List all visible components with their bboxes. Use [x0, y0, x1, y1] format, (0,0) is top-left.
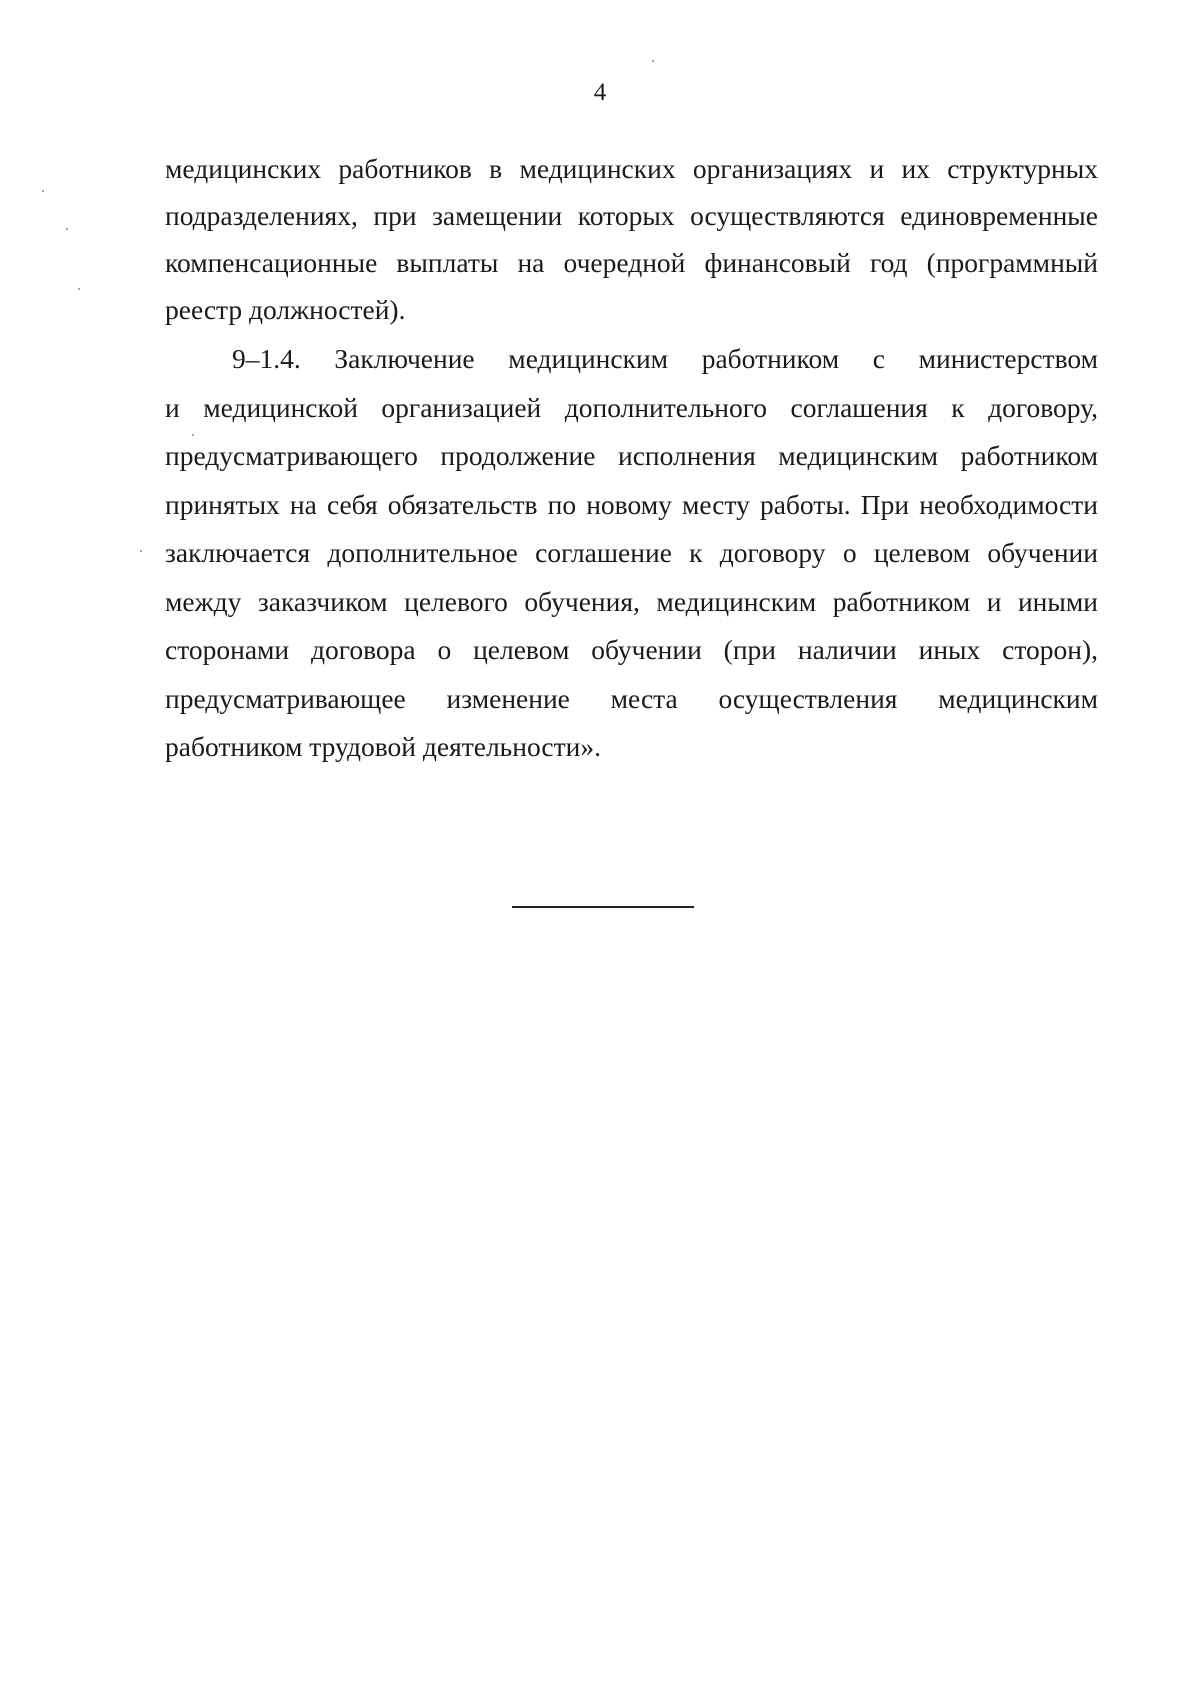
scan-speck [140, 550, 142, 552]
scan-speck [42, 190, 44, 192]
text-line: 9–1.4. Заключение медицинским работником с министерством [232, 343, 1098, 374]
text-line: подразделениях, при замещении которых осуществляются единовременные [165, 200, 1098, 231]
text-line: медицинских работников в медицинских организациях и их структурных [165, 153, 1098, 184]
text-line: сторонами договора о целевом обучении (при наличии иных сторон), [165, 634, 1098, 665]
text-line: между заказчиком целевого обучения, медицинским работником и иными [165, 586, 1098, 617]
text-line: предусматривающее изменение места осуществления медицинским [165, 683, 1098, 714]
text-line: реестр должностей). [165, 294, 406, 325]
end-of-text-rule [512, 906, 694, 908]
text-line: предусматривающего продолжение исполнения медицинским работником [165, 440, 1098, 471]
scan-speck [66, 228, 68, 230]
text-line: принятых на себя обязательств по новому месту работы. При необходимости [165, 489, 1098, 520]
scan-speck [192, 434, 194, 436]
scan-speck [652, 60, 654, 62]
scan-speck [78, 288, 80, 290]
text-line: заключается дополнительное соглашение к договору о целевом обучении [165, 537, 1098, 568]
text-line: и медицинской организацией дополнительного соглашения к договору, [165, 392, 1098, 423]
text-line: компенсационные выплаты на очередной финансовый год (программный [165, 247, 1098, 278]
page-number: 4 [593, 79, 607, 106]
text-line: работником трудовой деятельности». [165, 731, 601, 762]
